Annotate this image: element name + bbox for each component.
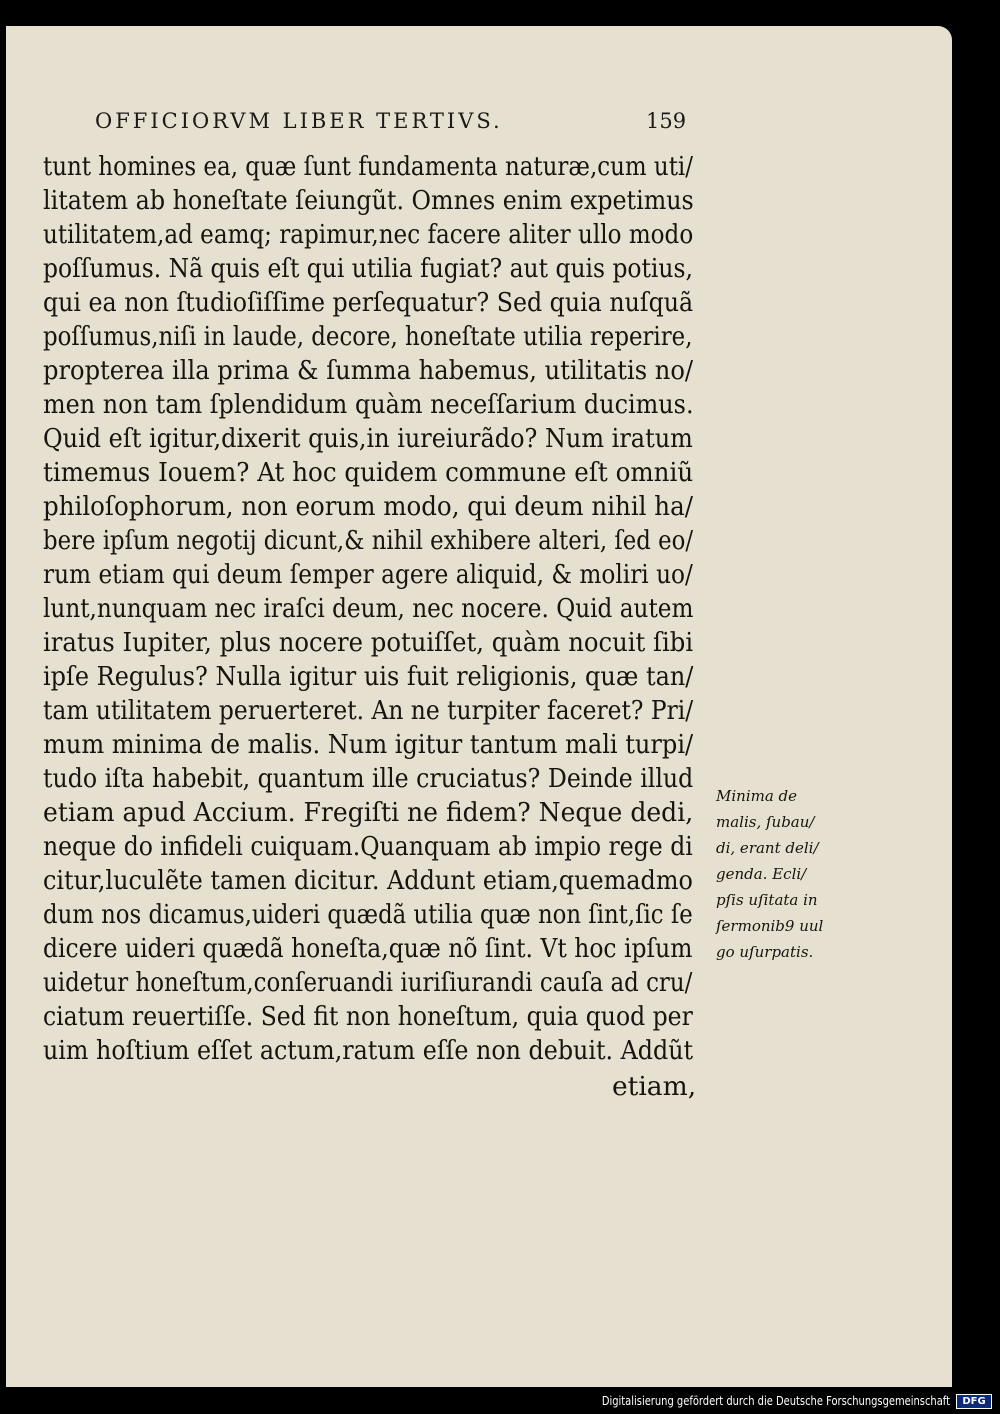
note-line: malis, ſubau/ <box>716 813 815 831</box>
text-line: men non tam ſplendidum quàm neceſſarium ducimus. <box>43 389 694 420</box>
text-line: lunt,nunquam nec iraſci deum, nec nocere. Quid autem <box>43 593 694 624</box>
digitization-footer <box>600 1394 992 1410</box>
text-line: ciatum reuertiſſe. Sed fit non honeſtum, quia quod per <box>43 1001 693 1032</box>
text-line: tudo iſta habebit, quantum ille cruciatus? Deinde illud <box>43 763 694 794</box>
text-line: uidetur honeſtum,conſeruandi iuriſiurandi cauſa ad cru/ <box>43 967 693 998</box>
text-line: poſſumus,niſi in laude, decore, honeſtate utilia reperire, <box>43 321 693 352</box>
text-line: philoſophorum, non eorum modo, qui deum nihil ha/ <box>43 491 693 522</box>
text-line: tunt homines ea, quæ ſunt fundamenta naturæ,cum uti/ <box>43 151 694 182</box>
text-line: rum etiam qui deum ſemper agere aliquid, & moliri uo/ <box>43 559 693 590</box>
note-line: di, erant deli/ <box>716 839 819 857</box>
funding-credit: Digitalisierung gefördert durch die Deutsche Forschungsgemeinschaft <box>601 1394 950 1408</box>
text-line: ipſe Regulus? Nulla igitur uis fuit religionis, quæ tan/ <box>43 661 694 692</box>
marginal-note <box>716 783 836 983</box>
note-line: genda. Ecli/ <box>716 865 807 883</box>
text-line: qui ea non ſtudioſiſſime perſequatur? Sed quia nuſquã <box>43 287 694 318</box>
note-line: go uſurpatis. <box>716 943 814 961</box>
page-header <box>0 109 1000 139</box>
text-line: poſſumus. Nã quis eſt qui utilia fugiat? aut quis potius, <box>43 253 693 284</box>
text-line: iratus Iupiter, plus nocere potuiſſet, quàm nocuit ſibi <box>43 627 694 658</box>
text-line: citur,luculẽte tamen dicitur. Addunt etiam,quemadmo <box>43 865 693 896</box>
page-number: 159 <box>646 109 687 133</box>
main-text-block <box>0 150 1000 1130</box>
text-line: litatem ab honeſtate ſeiungũt. Omnes enim expetimus <box>43 185 694 216</box>
text-line: dicere uideri quædã honeſta,quæ nõ ſint. Vt hoc ipſum <box>43 933 693 964</box>
text-line: Quid eſt igitur,dixerit quis,in iureiurãdo? Num iratum <box>43 423 693 454</box>
text-line: etiam apud Accium. Fregiſti ne fidem? Neque dedi, <box>43 797 694 828</box>
text-line: tam utilitatem peruerteret. An ne turpiter faceret? Pri/ <box>43 695 694 726</box>
catchword: etiam, <box>612 1071 697 1102</box>
text-line: neque do infideli cuiquam.Quanquam ab impio rege di <box>43 831 693 862</box>
note-line: Minima de <box>716 787 798 805</box>
text-line: mum minima de malis. Num igitur tantum mali turpi/ <box>43 729 694 760</box>
note-line: ſermonib9 uul <box>716 917 824 935</box>
text-line: bere ipſum negotij dicunt,& nihil exhibere alteri, ſed eo/ <box>43 525 694 556</box>
text-line: dum nos dicamus,uideri quædã utilia quæ non ſint,ſic ſe <box>43 899 693 930</box>
note-line: pſis uſitata in <box>716 891 818 909</box>
text-line: utilitatem,ad eamq; rapimur,nec facere aliter ullo modo <box>43 219 694 250</box>
text-line: timemus Iouem? At hoc quidem commune eſt omniũ <box>43 457 694 488</box>
text-line: uim hoſtium eſſet actum,ratum eſſe non debuit. Addũt <box>43 1035 694 1066</box>
text-line: propterea illa prima & ſumma habemus, utilitatis no/ <box>43 355 694 386</box>
dfg-logo-icon: DFG <box>956 1394 992 1409</box>
running-head: OFFICIORVM LIBER TERTIVS. <box>95 109 503 133</box>
